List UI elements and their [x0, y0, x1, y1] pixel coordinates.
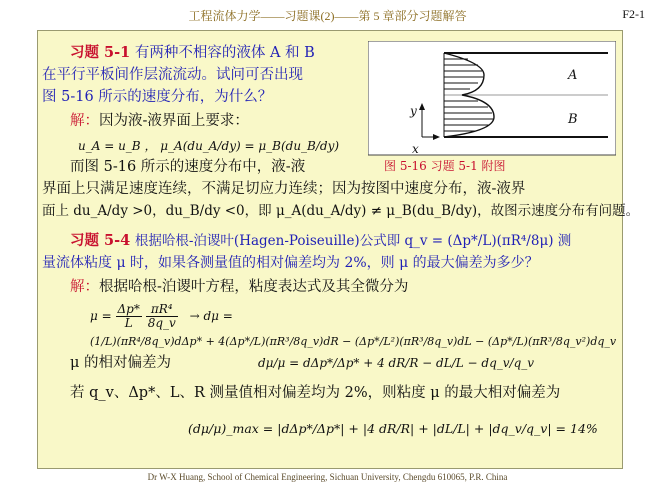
problem-5-4-line2: 量流体粘度 μ 时，如果各测量值的相对偏差均为 2%，则 μ 的最大偏差为多少？ [42, 255, 539, 271]
problem-5-1-line4: 而图 5-16 所示的速度分布中，液-液 [70, 159, 306, 175]
problem-5-1-line2: 在平行平板间作层流流动。试问可否出现 [42, 67, 303, 83]
problem-5-4-label: 习题 5-4 [70, 232, 131, 249]
problem-5-1-text1: 有两种不相容的液体 A 和 B [134, 45, 315, 61]
problem-5-1-line1 [70, 43, 315, 63]
solution-5-1-intro [70, 111, 249, 131]
relative-deviation-equation: dμ/μ = dΔp*/Δp* + 4 dR/R − dL/L − dq_v/q_v [258, 356, 535, 370]
eq1-lhs: μ = [90, 309, 112, 323]
solution-label-2: 解： [70, 279, 99, 295]
relative-deviation-label: μ 的相对偏差为 [70, 355, 172, 371]
page-number: F2-1 [622, 7, 645, 21]
fluid-label-a: A [568, 68, 578, 83]
eq1-rest: (1/L)(πR⁴/8q_v)dΔp* + 4(Δp*/L)(πR³/8q_v)dR − (Δp*/L²)(πR³/8q_v)dL − (Δp*/L)(πR³/8q_v²)dq_v [90, 335, 617, 348]
axis-label-x: x [412, 142, 419, 156]
solution-label-1: 解： [70, 113, 99, 129]
solution-text-2: 根据哈根-泊谡叶方程，粘度表达式及其全微分为 [99, 279, 409, 295]
max-relative-deviation-equation: (dμ/μ)_max = |dΔp*/Δp*| + |4 dR/R| + |dL/L| + |dq_v/q_v| = 14% [188, 421, 598, 436]
solution-5-4-intro [70, 277, 408, 297]
problem-5-1-line5: 界面上只满足速度连续，不满足切应力连续；因为按图中速度分布，液-液界 [42, 181, 526, 197]
problem-5-4-line3: 若 q_v、Δp*、L、R 测量值相对偏差均为 2%，则粘度 μ 的最大相对偏差为 [70, 385, 561, 401]
viscosity-differential-equation [90, 303, 233, 330]
figure-caption: 图 5-16 习题 5-1 附图 [384, 159, 506, 173]
slide-footer: Dr W-X Huang, School of Chemical Engineering, Sichuan University, Chengdu 610065, P.R. China [147, 472, 508, 482]
problem-5-4-text1: 根据哈根-泊谡叶(Hagen-Poiseuille)公式即 q_v = (Δp*/L)(πR⁴/8μ) 测 [134, 233, 572, 249]
eq1-arrow: → dμ = [189, 309, 233, 323]
axis-label-y: y [410, 104, 417, 118]
slide-header [0, 0, 655, 30]
eq1-fraction-a: $\frac{\Delta p*}{L}$ [117, 302, 140, 330]
fluid-label-b: B [568, 112, 578, 127]
interface-conditions-equation: u_A = u_B ， μ_A(du_A/dy) = μ_B(du_B/dy) [78, 139, 340, 153]
eq1-fraction-b: $\frac{\text{πR⁴}}{8q\_v}$ [147, 302, 176, 330]
problem-5-1-label: 习题 5-1 [70, 44, 131, 61]
problem-5-1-line6: 面上 du_A/dy >0，du_B/dy <0，即 μ_A(du_A/dy) ≠ μ_B(du_B/dy)，故图示速度分布有问题。 [42, 203, 640, 219]
problem-5-1-line3: 图 5-16 所示的速度分布，为什么？ [42, 89, 273, 105]
solution-text-1: 因为液-液界面上要求： [99, 113, 249, 129]
problem-5-4-line1 [70, 231, 571, 251]
slide-body [37, 30, 640, 469]
header-title: 工程流体力学——习题课(2)——第 5 章部分习题解答 [188, 9, 467, 23]
